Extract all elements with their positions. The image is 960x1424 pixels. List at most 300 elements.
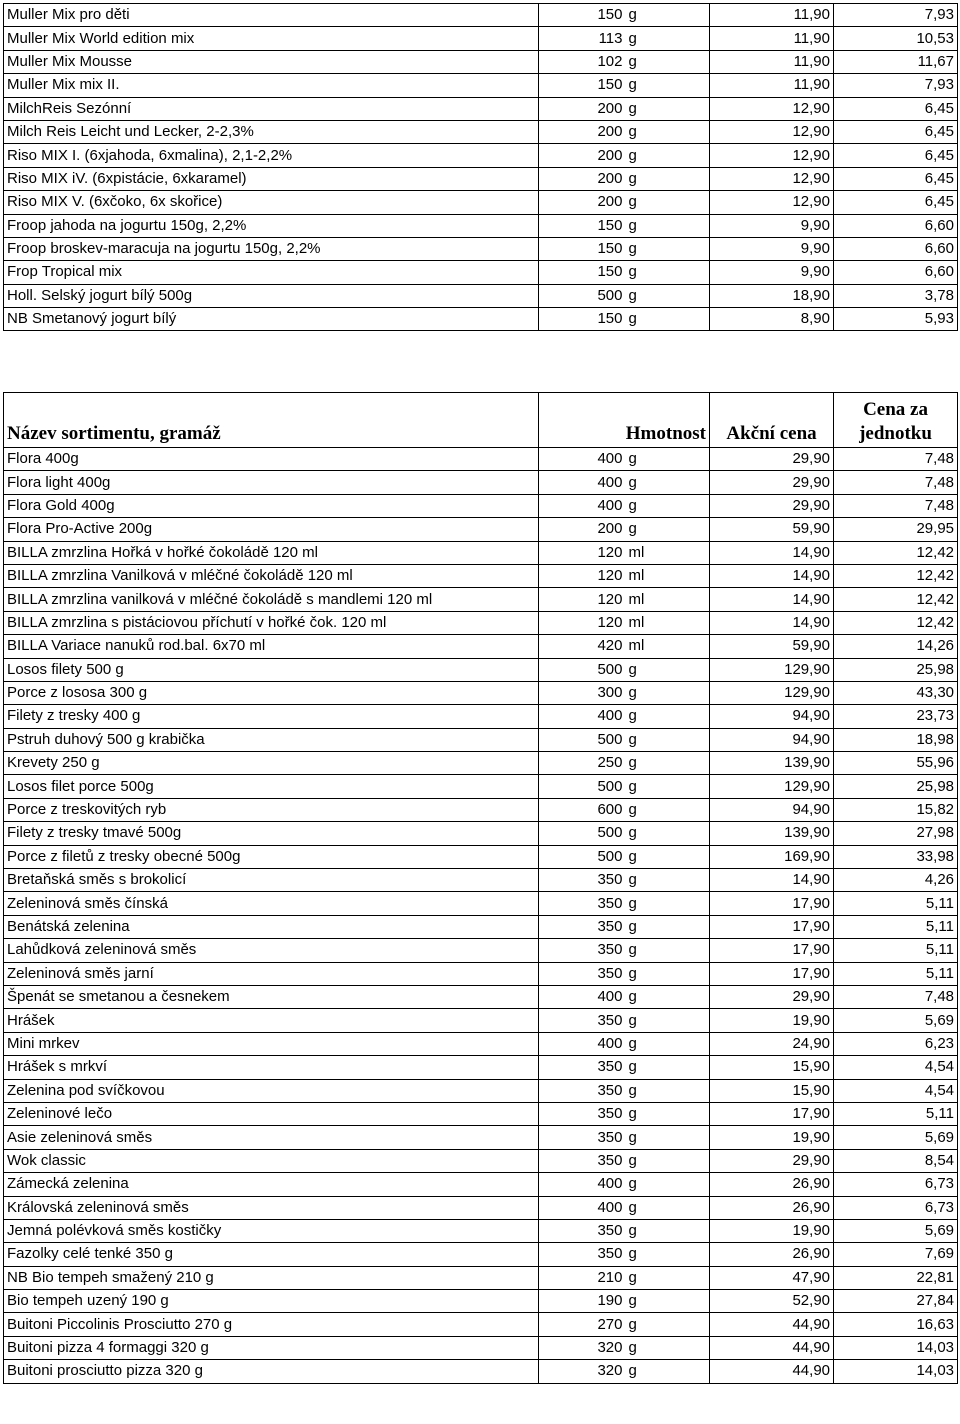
table-row (4, 1149, 958, 1172)
header-weight: Hmotnost (539, 393, 710, 448)
unit-price: 12,42 (834, 541, 958, 564)
product-name: Filety z tresky tmavé 500g (4, 822, 539, 845)
product-name: NB Bio tempeh smažený 210 g (4, 1266, 539, 1289)
promo-price: 14,90 (710, 588, 834, 611)
promo-price: 29,90 (710, 1149, 834, 1172)
table-row (4, 1196, 958, 1219)
product-name: Losos filety 500 g (4, 658, 539, 681)
table-row (4, 822, 958, 845)
unit: g (626, 939, 710, 962)
unit-price: 5,11 (834, 962, 958, 985)
table-row (4, 635, 958, 658)
unit: g (626, 681, 710, 704)
promo-price: 11,90 (710, 4, 834, 27)
unit: g (626, 752, 710, 775)
product-name: BILLA Variace nanuků rod.bal. 6x70 ml (4, 635, 539, 658)
table-row (4, 74, 958, 97)
promo-price: 47,90 (710, 1266, 834, 1289)
product-name: Jemná polévková směs kostičky (4, 1219, 539, 1242)
unit-price: 25,98 (834, 658, 958, 681)
quantity: 120 (539, 588, 626, 611)
unit: g (626, 869, 710, 892)
product-name: Krevety 250 g (4, 752, 539, 775)
product-name: Froop broskev-maracuja na jogurtu 150g, 2,2% (4, 237, 539, 260)
unit-price: 7,48 (834, 494, 958, 517)
unit-price: 6,45 (834, 191, 958, 214)
product-name: Zeleninová směs čínská (4, 892, 539, 915)
unit: g (626, 120, 710, 143)
promo-price: 29,90 (710, 471, 834, 494)
product-name: Zeleninová směs jarní (4, 962, 539, 985)
unit: g (626, 1266, 710, 1289)
product-name: MilchReis Sezónní (4, 97, 539, 120)
unit-price: 27,98 (834, 822, 958, 845)
quantity: 320 (539, 1360, 626, 1383)
table-row (4, 728, 958, 751)
promo-price: 17,90 (710, 962, 834, 985)
promo-price: 44,90 (710, 1313, 834, 1336)
unit-price: 14,26 (834, 635, 958, 658)
product-name: Milch Reis Leicht und Lecker, 2-2,3% (4, 120, 539, 143)
product-table-main-body (4, 448, 958, 1384)
quantity: 350 (539, 1243, 626, 1266)
unit: g (626, 1173, 710, 1196)
table-row (4, 985, 958, 1008)
unit: g (626, 4, 710, 27)
unit: g (626, 191, 710, 214)
unit-price: 6,45 (834, 167, 958, 190)
product-name: Riso MIX iV. (6xpistácie, 6xkaramel) (4, 167, 539, 190)
unit: g (626, 1056, 710, 1079)
table-row (4, 308, 958, 331)
promo-price: 12,90 (710, 144, 834, 167)
promo-price: 8,90 (710, 308, 834, 331)
unit-price: 11,67 (834, 50, 958, 73)
unit: g (626, 798, 710, 821)
unit: g (626, 775, 710, 798)
product-name: Buitoni prosciutto pizza 320 g (4, 1360, 539, 1383)
promo-price: 19,90 (710, 1009, 834, 1032)
quantity: 210 (539, 1266, 626, 1289)
unit: g (626, 214, 710, 237)
quantity: 600 (539, 798, 626, 821)
promo-price: 59,90 (710, 635, 834, 658)
product-table-top-body (4, 4, 958, 331)
table-row (4, 471, 958, 494)
unit: g (626, 50, 710, 73)
promo-price: 11,90 (710, 27, 834, 50)
product-name: Pstruh duhový 500 g krabička (4, 728, 539, 751)
unit: ml (626, 541, 710, 564)
promo-price: 139,90 (710, 822, 834, 845)
unit-price: 33,98 (834, 845, 958, 868)
promo-price: 26,90 (710, 1243, 834, 1266)
unit-price: 4,26 (834, 869, 958, 892)
quantity: 400 (539, 448, 626, 471)
promo-price: 14,90 (710, 541, 834, 564)
unit: g (626, 1336, 710, 1359)
quantity: 150 (539, 4, 626, 27)
promo-price: 129,90 (710, 681, 834, 704)
quantity: 350 (539, 1126, 626, 1149)
promo-price: 26,90 (710, 1196, 834, 1219)
quantity: 350 (539, 915, 626, 938)
table-row (4, 588, 958, 611)
promo-price: 24,90 (710, 1032, 834, 1055)
unit-price: 12,42 (834, 588, 958, 611)
unit: g (626, 167, 710, 190)
product-name: BILLA zmrzlina Vanilková v mléčné čokoládě 120 ml (4, 564, 539, 587)
product-table-main (3, 392, 958, 1384)
unit: g (626, 915, 710, 938)
promo-price: 11,90 (710, 50, 834, 73)
product-name: Flora light 400g (4, 471, 539, 494)
unit-price: 5,11 (834, 939, 958, 962)
product-name: Buitoni Piccolinis Prosciutto 270 g (4, 1313, 539, 1336)
unit-price: 12,42 (834, 564, 958, 587)
unit: g (626, 97, 710, 120)
product-name: Wok classic (4, 1149, 539, 1172)
quantity: 200 (539, 518, 626, 541)
unit: g (626, 1102, 710, 1125)
product-name: Zeleninové lečo (4, 1102, 539, 1125)
promo-price: 17,90 (710, 1102, 834, 1125)
table-row (4, 1243, 958, 1266)
table-row (4, 144, 958, 167)
promo-price: 94,90 (710, 705, 834, 728)
table-row (4, 1360, 958, 1383)
promo-price: 29,90 (710, 448, 834, 471)
table-row (4, 191, 958, 214)
product-name: BILLA zmrzlina vanilková v mléčné čokoládě s mandlemi 120 ml (4, 588, 539, 611)
promo-price: 14,90 (710, 869, 834, 892)
promo-price: 14,90 (710, 564, 834, 587)
unit: g (626, 1243, 710, 1266)
product-name: Porce z treskovitých ryb (4, 798, 539, 821)
unit-price: 8,54 (834, 1149, 958, 1172)
product-name: Muller Mix mix II. (4, 74, 539, 97)
table-row (4, 564, 958, 587)
unit-price: 14,03 (834, 1336, 958, 1359)
unit-price: 22,81 (834, 1266, 958, 1289)
promo-price: 59,90 (710, 518, 834, 541)
promo-price: 44,90 (710, 1336, 834, 1359)
product-table-top (3, 3, 958, 331)
promo-price: 12,90 (710, 97, 834, 120)
quantity: 400 (539, 985, 626, 1008)
table-row (4, 261, 958, 284)
unit-price: 6,45 (834, 144, 958, 167)
unit: ml (626, 635, 710, 658)
product-name: Muller Mix World edition mix (4, 27, 539, 50)
unit: g (626, 144, 710, 167)
product-name: Losos filet porce 500g (4, 775, 539, 798)
table-row (4, 1102, 958, 1125)
product-name: Benátská zelenina (4, 915, 539, 938)
unit: g (626, 308, 710, 331)
quantity: 350 (539, 1219, 626, 1242)
table-row (4, 4, 958, 27)
unit-price: 5,11 (834, 892, 958, 915)
quantity: 270 (539, 1313, 626, 1336)
promo-price: 44,90 (710, 1360, 834, 1383)
unit-price: 7,93 (834, 74, 958, 97)
unit: ml (626, 564, 710, 587)
unit-price: 7,93 (834, 4, 958, 27)
unit: g (626, 261, 710, 284)
unit: g (626, 985, 710, 1008)
unit-price: 16,63 (834, 1313, 958, 1336)
product-name: Zámecká zelenina (4, 1173, 539, 1196)
product-name: Mini mrkev (4, 1032, 539, 1055)
promo-price: 14,90 (710, 611, 834, 634)
table-row (4, 1336, 958, 1359)
quantity: 500 (539, 284, 626, 307)
product-name: Hrášek s mrkví (4, 1056, 539, 1079)
header-promo-price: Akční cena (710, 393, 834, 448)
product-name: BILLA zmrzlina s pistáciovou příchutí v hořké čok. 120 ml (4, 611, 539, 634)
promo-price: 9,90 (710, 237, 834, 260)
quantity: 150 (539, 74, 626, 97)
unit: g (626, 705, 710, 728)
table-row (4, 915, 958, 938)
product-name: Hrášek (4, 1009, 539, 1032)
table-row (4, 1126, 958, 1149)
quantity: 350 (539, 962, 626, 985)
unit: g (626, 1290, 710, 1313)
product-name: BILLA zmrzlina Hořká v hořké čokoládě 120 ml (4, 541, 539, 564)
unit: g (626, 845, 710, 868)
product-name: Asie zeleninová směs (4, 1126, 539, 1149)
table-row (4, 1079, 958, 1102)
unit-price: 23,73 (834, 705, 958, 728)
quantity: 400 (539, 1173, 626, 1196)
unit: g (626, 1009, 710, 1032)
promo-price: 12,90 (710, 120, 834, 143)
table-row (4, 962, 958, 985)
quantity: 400 (539, 494, 626, 517)
quantity: 500 (539, 728, 626, 751)
quantity: 150 (539, 261, 626, 284)
quantity: 320 (539, 1336, 626, 1359)
promo-price: 17,90 (710, 915, 834, 938)
header-name: Název sortimentu, gramáž (4, 393, 539, 448)
table-row (4, 1032, 958, 1055)
promo-price: 15,90 (710, 1079, 834, 1102)
table-row (4, 27, 958, 50)
table-row (4, 869, 958, 892)
table-row (4, 284, 958, 307)
promo-price: 11,90 (710, 74, 834, 97)
unit-price: 6,60 (834, 214, 958, 237)
unit: g (626, 892, 710, 915)
unit: g (626, 728, 710, 751)
unit: g (626, 1032, 710, 1055)
product-name: Zelenina pod svíčkovou (4, 1079, 539, 1102)
quantity: 350 (539, 939, 626, 962)
unit-price: 4,54 (834, 1079, 958, 1102)
unit-price: 7,48 (834, 471, 958, 494)
unit: g (626, 518, 710, 541)
unit-price: 5,69 (834, 1219, 958, 1242)
unit-price: 29,95 (834, 518, 958, 541)
product-name: Bio tempeh uzený 190 g (4, 1290, 539, 1313)
product-name: Porce z filetů z tresky obecné 500g (4, 845, 539, 868)
quantity: 120 (539, 541, 626, 564)
promo-price: 19,90 (710, 1219, 834, 1242)
header-row (4, 393, 958, 448)
table-row (4, 518, 958, 541)
quantity: 350 (539, 1056, 626, 1079)
product-name: Flora Pro-Active 200g (4, 518, 539, 541)
unit-price: 14,03 (834, 1360, 958, 1383)
unit-price: 6,45 (834, 97, 958, 120)
promo-price: 9,90 (710, 214, 834, 237)
quantity: 200 (539, 97, 626, 120)
quantity: 350 (539, 1009, 626, 1032)
table-row (4, 892, 958, 915)
unit: g (626, 1196, 710, 1219)
unit-price: 15,82 (834, 798, 958, 821)
table-row (4, 939, 958, 962)
promo-price: 17,90 (710, 892, 834, 915)
quantity: 113 (539, 27, 626, 50)
promo-price: 169,90 (710, 845, 834, 868)
table-row (4, 611, 958, 634)
table-row (4, 1173, 958, 1196)
table-row (4, 681, 958, 704)
table-row (4, 658, 958, 681)
unit-price: 7,48 (834, 985, 958, 1008)
product-name: Muller Mix Mousse (4, 50, 539, 73)
quantity: 200 (539, 144, 626, 167)
quantity: 120 (539, 611, 626, 634)
product-name: Riso MIX V. (6xčoko, 6x skořice) (4, 191, 539, 214)
quantity: 190 (539, 1290, 626, 1313)
quantity: 350 (539, 1102, 626, 1125)
unit: g (626, 27, 710, 50)
table-row (4, 1219, 958, 1242)
unit-price: 7,69 (834, 1243, 958, 1266)
product-name: Froop jahoda na jogurtu 150g, 2,2% (4, 214, 539, 237)
product-name: Flora Gold 400g (4, 494, 539, 517)
quantity: 500 (539, 658, 626, 681)
product-name: Bretaňská směs s brokolicí (4, 869, 539, 892)
quantity: 200 (539, 120, 626, 143)
quantity: 420 (539, 635, 626, 658)
unit: g (626, 1079, 710, 1102)
unit: g (626, 1360, 710, 1383)
product-name: Fazolky celé tenké 350 g (4, 1243, 539, 1266)
product-name: NB Smetanový jogurt bílý (4, 308, 539, 331)
product-name: Lahůdková zeleninová směs (4, 939, 539, 962)
quantity: 400 (539, 471, 626, 494)
table-header (4, 393, 958, 448)
unit: g (626, 962, 710, 985)
unit-price: 5,69 (834, 1009, 958, 1032)
unit: g (626, 1149, 710, 1172)
unit-price: 5,11 (834, 915, 958, 938)
unit-price: 10,53 (834, 27, 958, 50)
unit-price: 7,48 (834, 448, 958, 471)
unit-price: 6,45 (834, 120, 958, 143)
promo-price: 15,90 (710, 1056, 834, 1079)
table-row (4, 1009, 958, 1032)
product-name: Filety z tresky 400 g (4, 705, 539, 728)
table-row (4, 752, 958, 775)
quantity: 500 (539, 822, 626, 845)
unit: g (626, 284, 710, 307)
unit-price: 6,73 (834, 1196, 958, 1219)
product-name: Muller Mix pro děti (4, 4, 539, 27)
product-name: Špenát se smetanou a česnekem (4, 985, 539, 1008)
unit: g (626, 1313, 710, 1336)
quantity: 350 (539, 1149, 626, 1172)
product-name: Flora 400g (4, 448, 539, 471)
unit-price: 5,69 (834, 1126, 958, 1149)
table-row (4, 775, 958, 798)
product-name: Porce z lososa 300 g (4, 681, 539, 704)
quantity: 200 (539, 167, 626, 190)
promo-price: 139,90 (710, 752, 834, 775)
unit: g (626, 74, 710, 97)
promo-price: 29,90 (710, 494, 834, 517)
promo-price: 94,90 (710, 798, 834, 821)
header-unit-price: Cena za jednotku (834, 393, 958, 448)
unit-price: 4,54 (834, 1056, 958, 1079)
promo-price: 17,90 (710, 939, 834, 962)
product-name: Frop Tropical mix (4, 261, 539, 284)
promo-price: 12,90 (710, 191, 834, 214)
promo-price: 94,90 (710, 728, 834, 751)
table-row (4, 97, 958, 120)
table-row (4, 50, 958, 73)
table-row (4, 237, 958, 260)
table-row (4, 798, 958, 821)
unit: g (626, 448, 710, 471)
product-name: Královská zeleninová směs (4, 1196, 539, 1219)
promo-price: 52,90 (710, 1290, 834, 1313)
unit-price: 12,42 (834, 611, 958, 634)
quantity: 500 (539, 845, 626, 868)
promo-price: 12,90 (710, 167, 834, 190)
quantity: 102 (539, 50, 626, 73)
quantity: 400 (539, 1032, 626, 1055)
unit: g (626, 1126, 710, 1149)
quantity: 150 (539, 214, 626, 237)
unit: g (626, 237, 710, 260)
product-name: Riso MIX I. (6xjahoda, 6xmalina), 2,1-2,2% (4, 144, 539, 167)
unit-price: 27,84 (834, 1290, 958, 1313)
unit-price: 6,60 (834, 237, 958, 260)
quantity: 150 (539, 237, 626, 260)
unit: g (626, 1219, 710, 1242)
promo-price: 129,90 (710, 775, 834, 798)
table-row (4, 541, 958, 564)
table-row (4, 1056, 958, 1079)
table-row (4, 705, 958, 728)
quantity: 500 (539, 775, 626, 798)
unit-price: 55,96 (834, 752, 958, 775)
unit-price: 3,78 (834, 284, 958, 307)
promo-price: 26,90 (710, 1173, 834, 1196)
quantity: 400 (539, 1196, 626, 1219)
table-row (4, 120, 958, 143)
product-name: Buitoni pizza 4 formaggi 320 g (4, 1336, 539, 1359)
product-name: Holl. Selský jogurt bílý 500g (4, 284, 539, 307)
unit: g (626, 471, 710, 494)
unit: ml (626, 611, 710, 634)
